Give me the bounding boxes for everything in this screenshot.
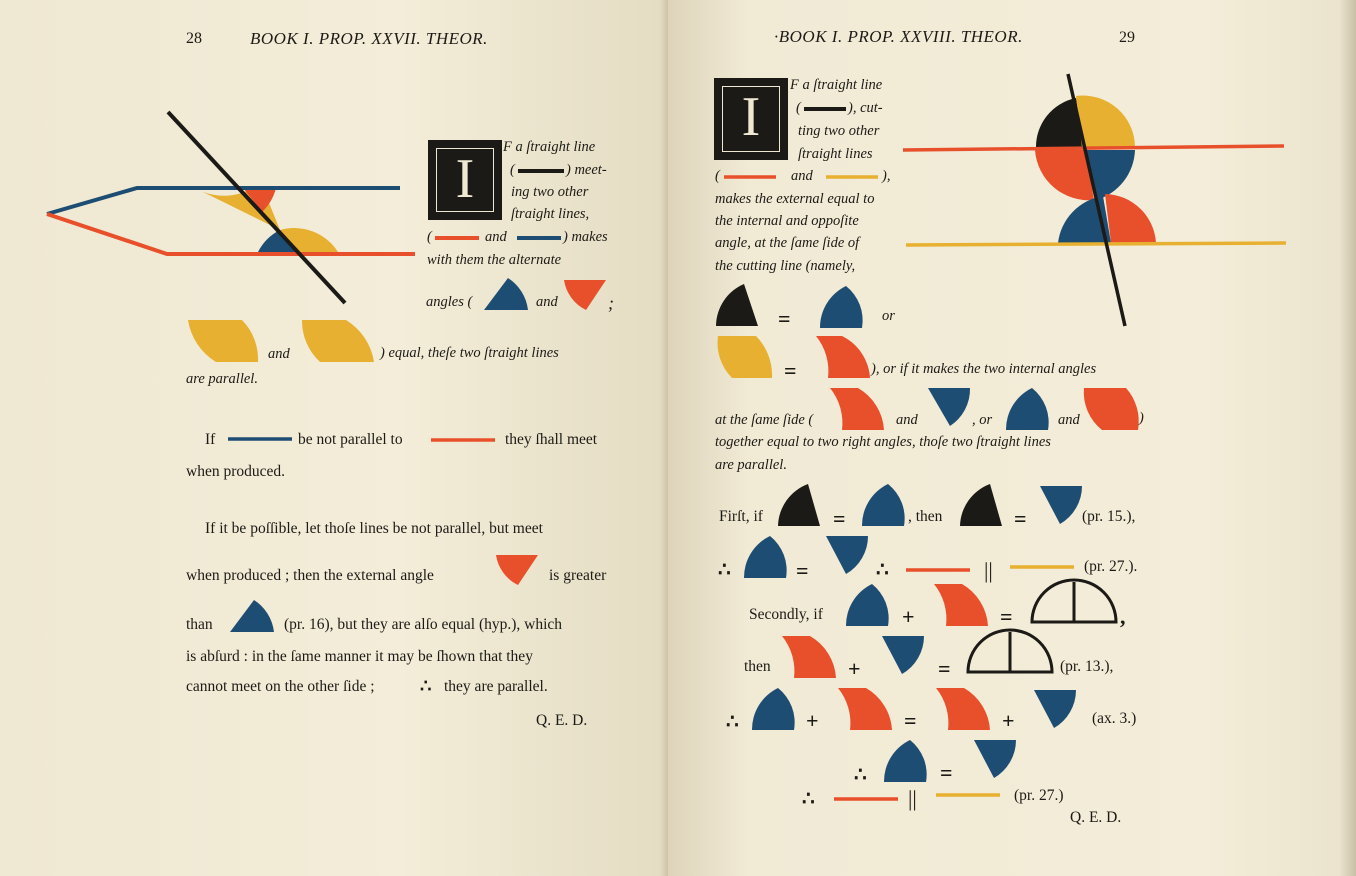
right-enun-paren: ( [796,100,801,116]
red-angle-glyph-8 [836,686,896,732]
page-edge [1340,0,1356,876]
right-enun-line-14: are parallel. [715,457,787,473]
red-angle-bottom [1105,194,1156,243]
left-enun-paren: ( [510,162,515,178]
right-proof-equals-7: = [940,760,953,785]
right-enun-line-5: ), [882,168,891,184]
right-proof-plus-3: + [806,708,819,733]
red-angle-glyph-4 [828,386,888,432]
right-proof-plus-4: + [1002,708,1015,733]
red-line-glyph-4 [904,565,974,575]
right-enun-and-3: and [1058,412,1080,428]
left-enun-and: and [485,229,507,245]
left-enun-line-5: ) makes [563,229,608,245]
red-line-glyph [433,233,483,243]
right-enun-line-13: together equal to two right angles, thoſe two ſtraight lines [715,434,1051,450]
right-enun-line-3: ting two other [798,123,880,139]
right-enun-line-1: F a ſtraight line [790,77,883,93]
right-enun-and: and [791,168,813,184]
red-line [47,214,415,254]
right-enun-or: or [882,308,895,324]
right-proof-secondly: Secondly, if [749,606,823,623]
red-angle-glyph-5 [1082,386,1142,432]
blue-angle-glyph-15 [972,738,1022,784]
right-proof-comma: , [1120,604,1126,629]
yellow-angle-top [1076,96,1135,148]
blue-angle-glyph-10 [844,582,894,628]
therefore-icon: ∴ [420,676,432,696]
yellow-long-line [906,243,1286,245]
right-proof-plus-1: + [902,604,915,629]
right-proof-ref-3: (pr. 13.), [1060,658,1114,675]
right-qed: Q. E. D. [1070,809,1122,826]
left-proof-if: If [205,431,216,448]
right-proof-ref-5: (pr. 27.) [1014,787,1064,804]
right-running-head: ·BOOK I. PROP. XXVIII. THEOR. [774,27,1023,46]
red-angle-glyph-3 [814,334,874,380]
left-enun-paren-2: ( [427,229,432,245]
red-line-glyph-3 [722,172,782,182]
right-proof-parallel-2: || [908,786,917,811]
right-page-number: 29 [1119,29,1135,46]
black-line-glyph [516,166,566,176]
therefore-icon-4: ∴ [726,711,739,733]
blue-angle-glyph-4 [926,386,976,432]
black-angle-glyph-2 [776,482,826,528]
right-proof-ref-4: (ax. 3.) [1092,710,1137,727]
blue-line-glyph [515,233,565,243]
right-proof-equals-6: = [904,708,917,733]
right-proof-equals-3: = [796,558,809,583]
right-enun-equals-1: = [778,306,791,331]
therefore-icon-5: ∴ [854,764,867,786]
blue-angle-glyph-13 [1032,688,1082,734]
right-enun-line-9: the cutting line (namely, [715,258,856,274]
yellow-angle-glyph-1 [186,318,266,364]
left-proof-line-5: (pr. 16), but they are alſo equal (hyp.), which [284,616,563,633]
right-enun-paren-2: ( [715,168,720,184]
left-enun-line-6: with them the alternate [427,252,562,268]
right-enun-close: ) [1139,410,1144,426]
right-decorated-initial: I [714,78,788,160]
red-line-glyph-5 [832,794,902,804]
black-angle-glyph-3 [958,482,1008,528]
right-enun-line-2: ), cut- [848,100,883,116]
red-angle-glyph-2 [494,553,544,589]
yellow-angle-glyph-3 [716,334,776,380]
left-proof-line-2: when produced. [186,463,285,480]
blue-angle-glyph-9 [824,534,874,580]
left-qed: Q. E. D. [536,712,588,729]
right-proof-equals-2: = [1014,506,1027,531]
right-proof-then-2: then [744,658,771,675]
blue-angle-glyph-12 [750,686,800,732]
left-enun-and-3: and [268,346,290,362]
right-proof-equals-4: = [1000,604,1013,629]
left-proof-line-6: is abſurd : in the ſame manner it may be ſhown that they [186,648,533,665]
black-angle-glyph [714,282,764,328]
blue-angle-glyph-6 [860,482,910,528]
red-angle-glyph-9 [934,686,994,732]
yellow-line-glyph-2 [1008,562,1078,572]
left-proof-line-1-end: they ſhall meet [505,431,598,448]
left-enun-line-4: ſtraight lines, [511,206,590,222]
blue-angle-glyph-3 [818,284,868,330]
left-page-number: 28 [186,30,202,47]
therefore-icon-2: ∴ [718,559,731,581]
left-proof-line-7: cannot meet on the other ſide ; [186,678,375,695]
blue-angle-glyph-14 [882,738,932,784]
left-decorated-initial: I [428,140,502,220]
right-proof-equals-1: = [833,506,846,531]
right-enun-line-7: the internal and oppoſite [715,213,859,229]
blue-line-glyph-2 [226,434,296,444]
left-enun-line-2: ) meet- [566,162,607,178]
right-enun-equals-2: = [784,358,797,383]
black-transversal [168,112,345,303]
right-enun-line-11: ), or if it makes the two internal angles [871,361,1097,377]
red-angle-glyph-7 [780,634,840,680]
red-angle-glyph-6 [932,582,992,628]
left-enun-line-9: are parallel. [186,371,258,387]
right-proof-first: Firſt, if [719,508,763,525]
blue-angle-glyph [482,276,532,312]
right-proof-ref-1: (pr. 15.), [1082,508,1136,525]
left-running-head: BOOK I. PROP. XXVII. THEOR. [250,29,488,48]
left-proof-than: than [186,616,213,633]
right-enun-and-2: and [896,412,918,428]
red-long-line [903,146,1284,150]
yellow-line-glyph-3 [934,790,1004,800]
right-proof-then: , then [908,508,943,525]
right-proof-plus-2: + [848,656,861,681]
therefore-icon-6: ∴ [802,788,815,810]
left-enun-line-1: F a ſtraight line [503,139,596,155]
blue-angle-glyph-8 [742,534,792,580]
left-enun-semicolon: ; [608,293,614,313]
left-enun-line-8: ) equal, theſe two ſtraight lines [380,345,559,361]
left-proof-line-3: If it be poſſible, let thoſe lines be not parallel, but meet [205,520,543,537]
right-page [668,0,1340,876]
blue-angle-glyph-7 [1038,484,1088,530]
red-line-glyph-2 [429,435,499,445]
yellow-angle-glyph-2 [300,318,380,364]
right-angle-sum-icon-2 [966,630,1056,676]
yellow-line-glyph [824,172,884,182]
blue-angle-glyph-5 [1004,386,1054,432]
right-proof-parallel-1: || [984,558,993,583]
blue-angle-glyph-2 [228,598,278,634]
left-enun-line-3: ing two other [511,184,589,200]
right-enun-line-4: ſtraight lines [798,146,873,162]
red-angle-glyph [562,278,612,314]
blue-angle-glyph-11 [880,634,930,680]
right-enun-line-6: makes the external equal to [715,191,875,207]
right-main-figure [898,66,1298,336]
left-enun-and-2: and [536,294,558,310]
right-proof-ref-2: (pr. 27.). [1084,558,1138,575]
right-proof-equals-5: = [938,656,951,681]
left-enun-line-7: angles ( [426,294,473,310]
left-proof-line-4: when produced ; then the external angle [186,567,434,584]
right-enun-line-12: at the ſame ſide ( [715,412,814,428]
therefore-icon-3: ∴ [876,559,889,581]
right-enun-or-2: , or [972,412,993,428]
left-proof-line-4-end: is greater [549,567,607,584]
black-line-glyph-2 [802,104,852,114]
left-proof-line-1: be not parallel to [298,431,403,448]
left-main-figure [40,100,460,320]
left-page [0,0,668,876]
right-angle-sum-icon [1030,580,1120,626]
right-enun-line-8: angle, at the ſame ſide of [715,235,860,251]
left-proof-line-7-end: they are parallel. [444,678,548,695]
